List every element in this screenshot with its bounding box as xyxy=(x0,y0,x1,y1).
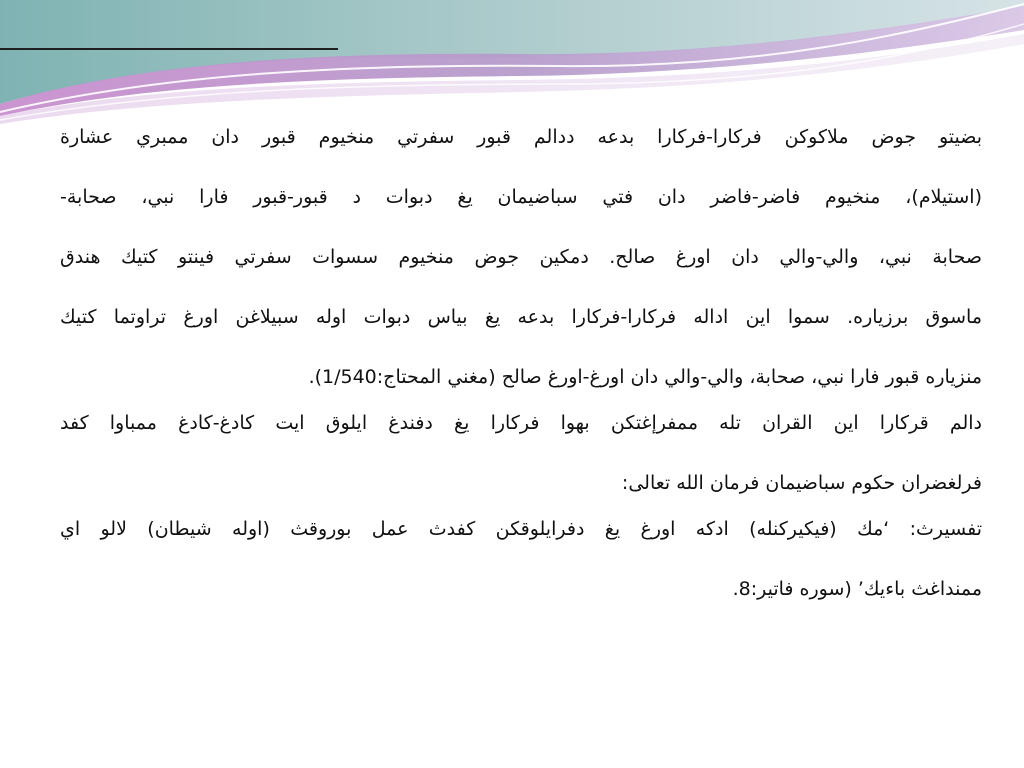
body-line: ماسوق برزياره. سموا اين اداله فركارا-فركارا بدعه يغ بياس دبوات اوله سبيلاغن اورغ تراوتما كتيك xyxy=(60,306,982,328)
decorative-wave-header xyxy=(0,0,1024,130)
body-line: صحابة نبي، والي-والي دان اورغ صالح. دمكين جوض منخيوم سسوات سفرتي فينتو كتيك هندق xyxy=(60,246,982,268)
body-line: ممنداغث باءيك’ (سوره فاتير:8. xyxy=(732,578,982,600)
body-line: منزياره قبور فارا نبي، صحابة، والي-والي دان اورغ-اورغ صالح (مغني المحتاج:1/540). xyxy=(308,366,982,388)
body-text xyxy=(60,122,982,634)
body-line: تفسيرث: ‘مك (فيكيركنله) ادكه اورغ يغ دفرايلوقكن كفدث عمل بوروقث (اوله شيطان) لالو اي xyxy=(60,518,982,540)
body-line: فرلغضران حكوم سباضيمان فرمان الله تعالى: xyxy=(621,472,982,494)
body-line: دالم قركارا اين القران تله ممفرإغتكن بهوا فركارا يغ دفندغ ايلوق ايت كادغ-كادغ ممباوا كفد xyxy=(60,412,982,434)
body-line: (استيلام)، منخيوم فاضر-فاضر دان فتي سباضيمان يغ دبوات د قبور-قبور فارا نبي، صحابة- xyxy=(60,186,982,208)
title-underline xyxy=(0,48,338,50)
body-line: بضيتو جوض ملاكوكن فركارا-فركارا بدعه ددالم قبور سفرتي منخيوم قبور دان ممبري عشارة xyxy=(60,126,982,148)
